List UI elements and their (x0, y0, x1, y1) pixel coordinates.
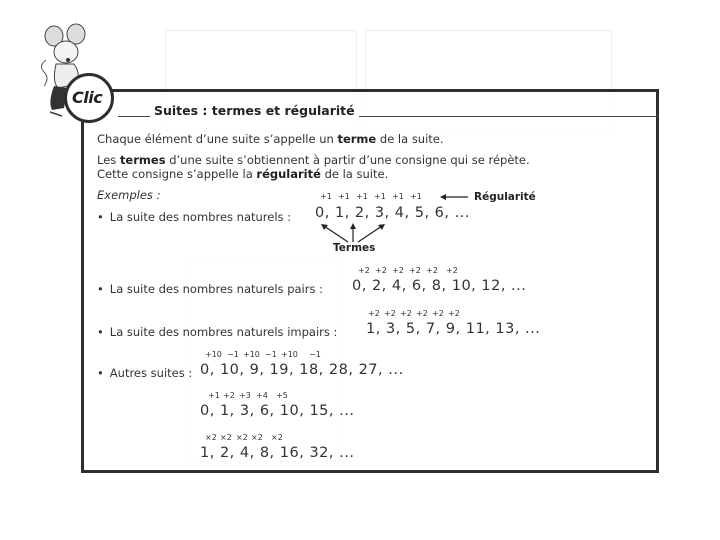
example-sequence-pairs: 0, 2, 4, 6, 8, 10, 12, ... (352, 278, 527, 294)
example-sequence-autres-1: 0, 10, 9, 19, 18, 28, 27, ... (200, 362, 404, 378)
page-title: Suites : termes et régularité (150, 103, 359, 118)
example-label-autres: • Autres suites : (97, 366, 192, 380)
example-sequence-autres-2: 0, 1, 3, 6, 10, 15, ... (200, 403, 355, 419)
example-sequence-naturels: 0, 1, 2, 3, 4, 5, 6, ... (315, 205, 470, 221)
examples-label: Exemples : (97, 188, 161, 202)
example-label-naturels: • La suite des nombres naturels : (97, 210, 291, 224)
intro-line-3: Cette consigne s’appelle la régularité de la suite. (97, 167, 389, 181)
intro-line-1: Chaque élément d’une suite s’appelle un terme de la suite. (97, 132, 444, 146)
annotation-regularite: Régularité (474, 191, 536, 203)
annotation-termes: Termes (333, 242, 376, 254)
example-sequence-impairs: 1, 3, 5, 7, 9, 11, 13, ... (366, 321, 541, 337)
clic-logo: Clic (72, 88, 103, 107)
intro-line-2: Les termes d’une suite s’obtiennent à partir d’une consigne qui se répète. (97, 153, 530, 167)
example-sequence-autres-3: 1, 2, 4, 8, 16, 32, ... (200, 445, 355, 461)
arrow-left-icon (440, 193, 470, 201)
termes-arrows-icon (318, 222, 388, 244)
example-label-impairs: • La suite des nombres naturels impairs : (97, 325, 337, 339)
example-label-pairs: • La suite des nombres naturels pairs : (97, 282, 323, 296)
